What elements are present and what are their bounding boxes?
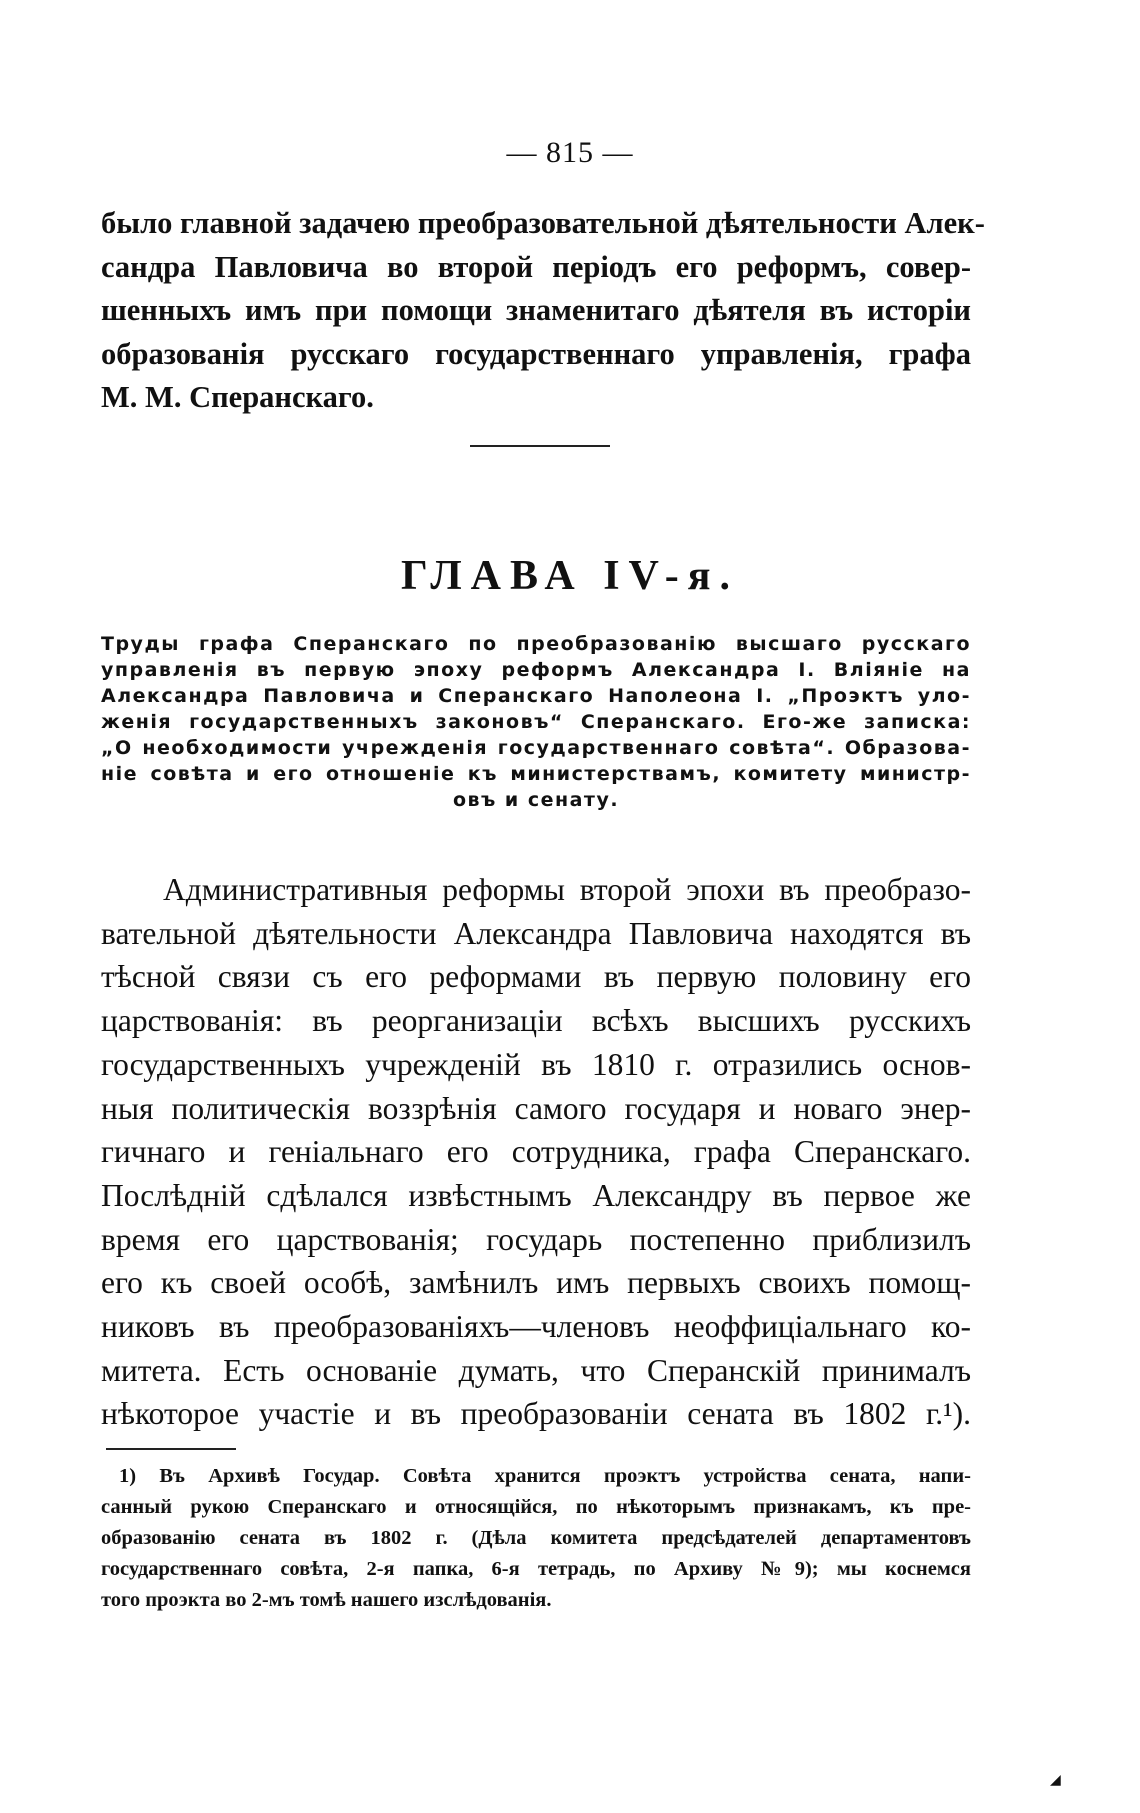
summary-line: овъ и сенату. (452, 789, 620, 811)
body-line: время его царствованія; государь постепенно приблизилъ (101, 1221, 971, 1257)
footnote-line: санный рукою Сперанскаго и относящійся, по нѣкоторымъ признакамъ, къ пре- (101, 1496, 971, 1518)
body-line: его къ своей особѣ, замѣнилъ имъ первыхъ своихъ помощ- (101, 1265, 971, 1301)
body-line: Административныя реформы второй эпохи въ преобразо- (163, 872, 971, 907)
body-line: никовъ въ преобразованіяхъ—членовъ неоффиціальнаго ко- (101, 1309, 971, 1345)
body-line: ныя политическія воззрѣнія самого государя и новаго энер- (101, 1090, 971, 1126)
intro-line: было главной задачею преобразовательной дѣятельности Алек- (101, 206, 985, 240)
body-line: царствованія: въ реорганизаціи всѣхъ высшихъ русскихъ (101, 1003, 971, 1039)
section-divider (470, 445, 610, 447)
page-number: — 815 — (506, 136, 634, 169)
intro-line: образованія русскаго государственнаго управленія, графа (101, 336, 971, 371)
body-line: Послѣдній сдѣлался извѣстнымъ Александру въ первое же (101, 1177, 971, 1213)
intro-paragraph (101, 202, 985, 420)
footnote-line: того проэкта во 2-мъ томѣ нашего изслѣдованія. (101, 1589, 552, 1611)
summary-line: „О необходимости учрежденія государственнаго совѣта“. Образова- (101, 737, 971, 759)
body-line: нѣкоторое участіе и въ преобразованіи сената въ 1802 г.¹). (101, 1396, 971, 1432)
intro-line: сандра Павловича во второй періодъ его реформъ, совер- (101, 249, 971, 284)
footnote-line: образованію сената въ 1802 г. (Дѣла комитета предсѣдателей департаментовъ (101, 1527, 971, 1549)
intro-line: М. М. Сперанскаго. (101, 380, 374, 414)
chapter-title: ГЛАВА IV-я. (401, 553, 739, 599)
footnote (101, 1461, 971, 1616)
body-paragraph (101, 868, 971, 1436)
chapter-summary (101, 631, 971, 813)
summary-line: женія государственныхъ законовъ“ Сперанскаго. Его-же записка: (101, 711, 971, 733)
body-line: вательной дѣятельности Александра Павловича находятся въ (101, 915, 971, 951)
summary-line: ніе совѣта и его отношеніе къ министерствамъ, комитету министр- (101, 763, 971, 785)
summary-line: Александра Павловича и Сперанскаго Наполеона I. „Проэктъ уло- (101, 685, 971, 707)
scan-mark-icon: ◢ (1050, 1773, 1061, 1788)
intro-line: шенныхъ имъ при помощи знаменитаго дѣятеля въ исторіи (101, 293, 971, 327)
body-line: тѣсной связи съ его реформами въ первую половину его (101, 959, 971, 995)
summary-line: Труды графа Сперанскаго по преобразованію высшаго русскаго (101, 633, 971, 655)
body-line: государственныхъ учрежденій въ 1810 г. отразились основ- (101, 1046, 971, 1082)
summary-line: управленія въ первую эпоху реформъ Александра I. Вліяніе на (101, 659, 971, 681)
body-line: гичнаго и геніальнаго его сотрудника, графа Сперанскаго. (101, 1134, 971, 1170)
footnote-line: государственнаго совѣта, 2-я папка, 6-я тетрадь, по Архиву №9); мы коснемся (101, 1558, 971, 1580)
body-line: митета. Есть основаніе думать, что Сперанскій принималъ (101, 1352, 971, 1388)
footnote-line: 1) Въ Архивѣ Государ. Совѣта хранится проэктъ устройства сената, напи- (119, 1465, 971, 1487)
footnote-divider (106, 1448, 236, 1450)
